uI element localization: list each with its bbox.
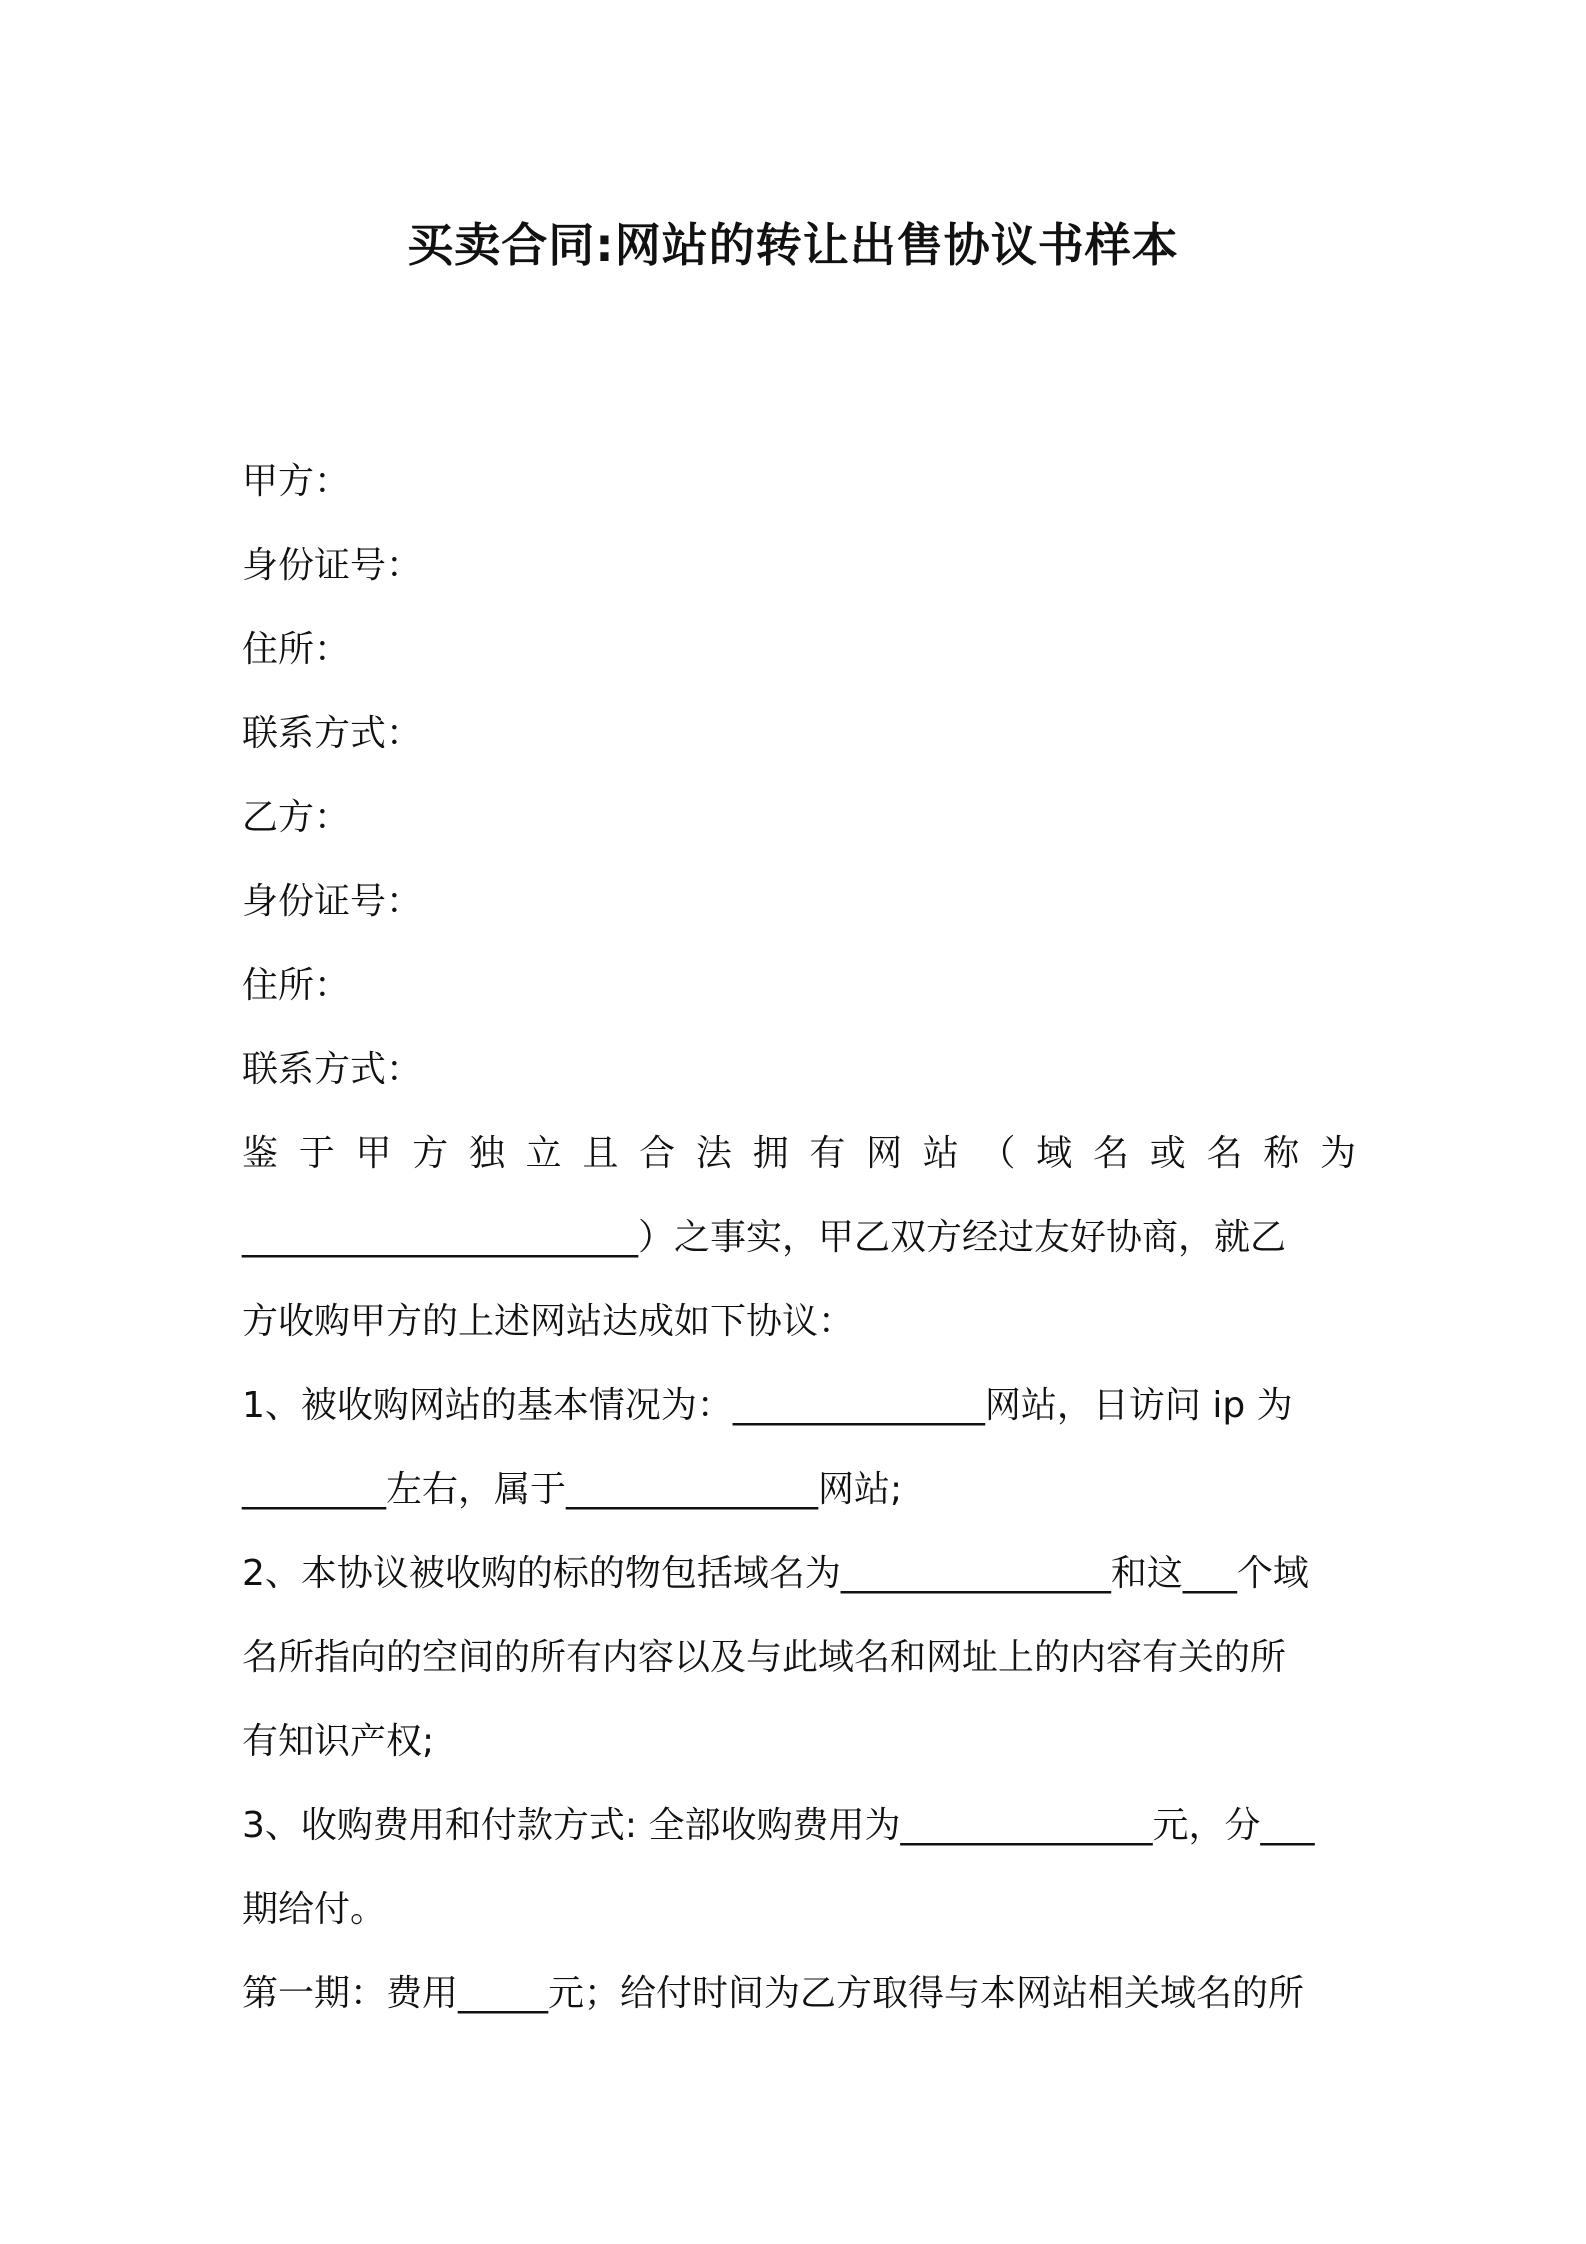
party-b-address-line [242, 944, 1356, 1028]
party-b-address-label: 住所： [242, 965, 351, 1006]
clause-1-line-2: ________左右，属于______________网站; [242, 1469, 903, 1510]
party-a-id-label: 身份证号： [242, 545, 423, 586]
document-title: 买卖合同:网站的转让出售协议书样本 [407, 218, 1179, 272]
party-a-contact-line [242, 692, 1356, 776]
party-b-label: 乙方： [242, 797, 351, 838]
preamble-char: 立 [525, 1133, 562, 1174]
preamble-line-3: 方收购甲方的上述网站达成如下协议： [242, 1301, 855, 1342]
party-b-id-label: 身份证号： [242, 881, 423, 922]
preamble-char: 网 [866, 1133, 903, 1174]
party-b-contact-label: 联系方式： [242, 1049, 423, 1090]
preamble-char: 有 [809, 1133, 846, 1174]
phase-1-line-1: 第一期：费用_____元；给付时间为乙方取得与本网站相关域名的所 [242, 1973, 1305, 2014]
preamble-char: 站 [922, 1133, 959, 1174]
preamble-char: 为 [1319, 1133, 1356, 1174]
preamble-char: 或 [1149, 1133, 1186, 1174]
party-a-address-label: 住所： [242, 629, 351, 670]
preamble-char: 独 [468, 1133, 505, 1174]
clause-2-line-2: 名所指向的空间的所有内容以及与此域名和网址上的内容有关的所 [242, 1637, 1287, 1678]
preamble-char: 鉴 [242, 1133, 279, 1174]
party-a-line [242, 440, 1356, 524]
preamble-char: 名 [1206, 1133, 1243, 1174]
preamble-char: 名 [1093, 1133, 1130, 1174]
clause-2-line-3: 有知识产权; [242, 1721, 435, 1762]
preamble-char: 称 [1263, 1133, 1300, 1174]
preamble-line-1 [242, 1112, 1356, 1196]
preamble-char: 法 [695, 1133, 732, 1174]
party-b-id-line [242, 860, 1356, 944]
preamble-char: （ [979, 1133, 1016, 1174]
preamble-char: 甲 [355, 1133, 392, 1174]
party-a-contact-label: 联系方式： [242, 713, 423, 754]
party-a-id-line [242, 524, 1356, 608]
document-body [242, 440, 1356, 2036]
party-b-contact-line [242, 1028, 1356, 1112]
preamble-char: 域 [1036, 1133, 1073, 1174]
preamble-char: 且 [582, 1133, 619, 1174]
clause-1-line-1: 1、被收购网站的基本情况为：______________网站，日访问 ip 为 [242, 1385, 1293, 1426]
clause-2-line-1: 2、本协议被收购的标的物包括域名为_______________和这___个域 [242, 1553, 1309, 1594]
preamble-char: 合 [639, 1133, 676, 1174]
preamble-char: 拥 [752, 1133, 789, 1174]
party-b-line [242, 776, 1356, 860]
party-a-label: 甲方： [242, 461, 351, 502]
preamble-line-2: ______________________）之事实，甲乙双方经过友好协商，就乙 [242, 1217, 1287, 1258]
clause-3-line-1: 3、收购费用和付款方式: 全部收购费用为______________元，分___ [242, 1805, 1315, 1846]
preamble-char: 于 [298, 1133, 335, 1174]
clause-3-line-2: 期给付。 [242, 1889, 387, 1930]
preamble-char: 方 [412, 1133, 449, 1174]
party-a-address-line [242, 608, 1356, 692]
